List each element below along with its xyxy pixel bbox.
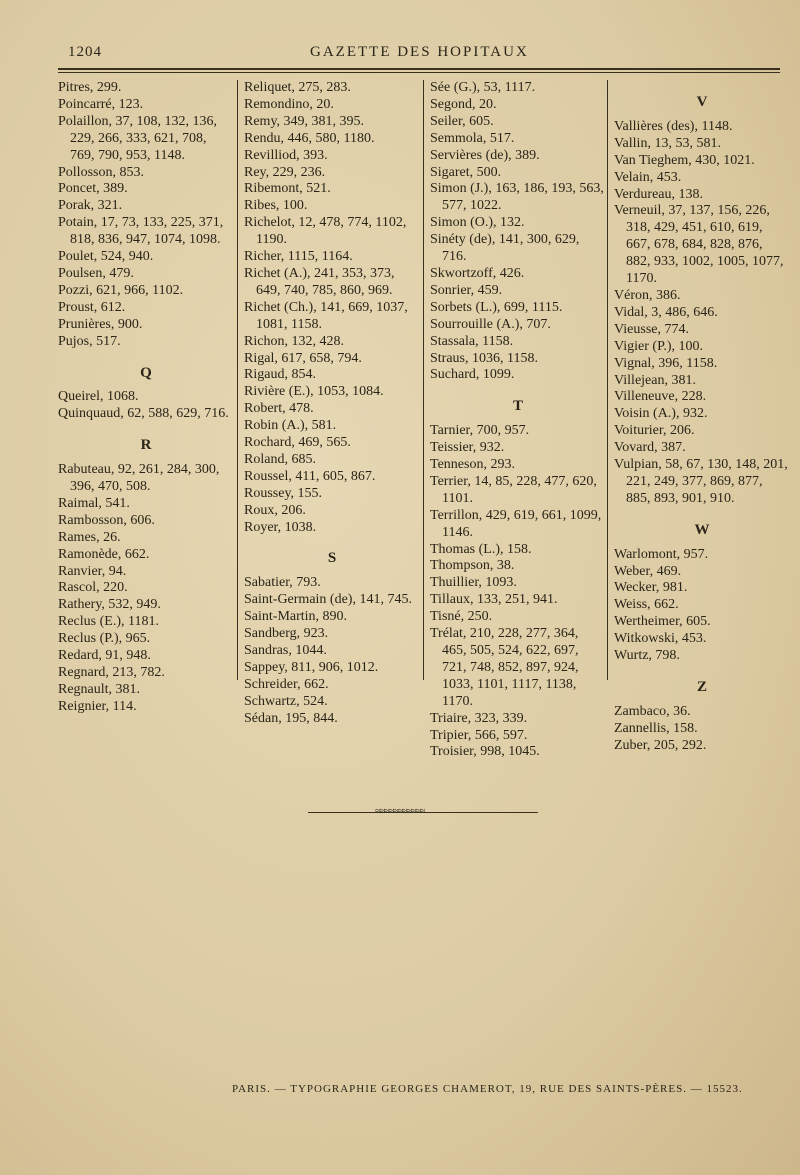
index-entry: Sandberg, 923. — [244, 626, 329, 642]
index-entry: Porak, 321. — [58, 198, 123, 214]
index-entry: Sabatier, 793. — [244, 575, 321, 591]
index-entry: Sédan, 195, 844. — [244, 710, 338, 726]
index-entry: Vignal, 396, 1158. — [614, 355, 718, 371]
index-entry: Vieusse, 774. — [614, 321, 689, 337]
index-entry: Vallin, 13, 53, 581. — [614, 135, 721, 151]
index-entry: Richer, 1115, 1164. — [244, 249, 353, 265]
section-letter: S — [327, 550, 337, 567]
index-entry: Voisin (A.), 932. — [614, 406, 708, 422]
index-entry: Triaire, 323, 339. — [430, 710, 528, 726]
section-letter: Q — [140, 364, 152, 381]
index-entry: Poulet, 524, 940. — [58, 249, 154, 265]
index-entry: Ribemont, 521. — [244, 181, 331, 197]
index-entry: Vulpian, 58, 67, 130, 148, 201, 221, 249, 377, 869, 877, 885, 893, 901, 910. — [614, 457, 788, 506]
section-letter: Z — [696, 679, 707, 695]
index-entry: Prunières, 900. — [58, 316, 143, 332]
index-entry: Zannellis, 158. — [614, 720, 698, 736]
index-entry: Thompson, 38. — [430, 558, 515, 574]
index-entry: Quinquaud, 62, 588, 629, 716. — [58, 406, 229, 422]
index-entry: Ribes, 100. — [244, 198, 308, 214]
index-entry: Witkowski, 453. — [614, 631, 707, 647]
index-entry: Simon (J.), 163, 186, 193, 563, 577, 1022. — [430, 181, 604, 214]
index-entry: Straus, 1036, 1158. — [430, 350, 538, 366]
index-entry: Terrier, 14, 85, 228, 477, 620, 1101. — [430, 473, 597, 506]
index-entry: Wurtz, 798. — [614, 648, 680, 664]
index-entry: Stassala, 1158. — [430, 333, 514, 349]
index-entry: Rascol, 220. — [58, 580, 128, 596]
index-entry: Poincarré, 123. — [58, 96, 144, 112]
index-entry: Tarnier, 700, 957. — [430, 423, 530, 439]
index-entry: Richelot, 12, 478, 774, 1102, 1190. — [244, 215, 407, 248]
page-number: 1204 — [68, 44, 102, 60]
index-entry: Rambosson, 606. — [58, 512, 155, 528]
index-entry: Verdureau, 138. — [614, 186, 704, 202]
index-entry: Roussel, 411, 605, 867. — [244, 468, 376, 484]
index-entry: Rivière (E.), 1053, 1084. — [244, 384, 384, 400]
index-entry: Rigal, 617, 658, 794. — [244, 350, 362, 366]
index-entry: Vallières (des), 1148. — [614, 118, 733, 134]
index-entry: Poulsen, 479. — [58, 265, 134, 281]
index-entry: Seiler, 605. — [430, 113, 494, 129]
section-letter: R — [140, 437, 152, 454]
index-entry: Tillaux, 133, 251, 941. — [430, 592, 558, 608]
index-entry: Weiss, 662. — [614, 597, 679, 613]
index-entry: Robin (A.), 581. — [244, 418, 337, 434]
ornament-icon: ≈≈≈≈≈≈≈≈≈≈≈ — [375, 806, 425, 817]
index-entry: Skwortzoff, 426. — [430, 265, 525, 281]
index-entry: Velain, 453. — [614, 169, 682, 185]
index-entry: Tisné, 250. — [430, 609, 493, 625]
running-head-title: GAZETTE DES HOPITAUX — [310, 44, 529, 60]
index-entry: Royer, 1038. — [244, 519, 317, 535]
index-entry: Verneuil, 37, 137, 156, 226, 318, 429, 451, 610, 619, 667, 678, 684, 828, 876, 882, 933, 1002, 1005, 1077, 1170. — [614, 203, 784, 287]
section-letter: W — [694, 521, 710, 538]
index-entry: Richet (A.), 241, 353, 373, 649, 740, 785, 860, 969. — [244, 265, 395, 298]
index-column-2 — [244, 80, 420, 726]
index-entry: Schwartz, 524. — [244, 693, 328, 709]
printer-imprint: PARIS. — TYPOGRAPHIE GEORGES CHAMEROT, 19, RUE DES SAINTS-PÈRES. — 15523. — [232, 1083, 743, 1095]
index-entry: Vovard, 387. — [614, 440, 686, 456]
index-entry: Rochard, 469, 565. — [244, 435, 351, 451]
index-entry: Poncet, 389. — [58, 181, 128, 197]
index-entry: Semmola, 517. — [430, 130, 515, 146]
index-entry: Pollosson, 853. — [58, 164, 144, 180]
index-entry: Thomas (L.), 158. — [430, 541, 532, 557]
section-letter: V — [696, 94, 708, 110]
index-entry: Zuber, 205, 292. — [614, 737, 707, 753]
index-entry: Rames, 26. — [58, 529, 121, 545]
index-entry: Van Tieghem, 430, 1021. — [614, 152, 755, 168]
index-entry: Remondino, 20. — [244, 96, 334, 112]
index-entry: Roussey, 155. — [244, 485, 323, 501]
index-entry: Revilliod, 393. — [244, 147, 328, 163]
index-entry: Tenneson, 293. — [430, 457, 515, 473]
header-rule — [58, 68, 780, 70]
index-entry: Potain, 17, 73, 133, 225, 371, 818, 836, 947, 1074, 1098. — [58, 215, 224, 248]
index-entry: Roux, 206. — [244, 502, 306, 518]
index-entry: Proust, 612. — [58, 299, 126, 315]
index-entry: Simon (O.), 132. — [430, 215, 525, 231]
index-entry: Vidal, 3, 486, 646. — [614, 304, 718, 320]
index-entry: Ramonède, 662. — [58, 546, 150, 562]
index-entry: Weber, 469. — [614, 563, 682, 579]
index-entry: Voiturier, 206. — [614, 423, 695, 439]
index-entry: Rigaud, 854. — [244, 367, 316, 383]
index-entry: Regnard, 213, 782. — [58, 665, 165, 680]
index-entry: Rathery, 532, 949. — [58, 597, 161, 613]
index-entry: Pitres, 299. — [58, 80, 122, 95]
index-column-4 — [614, 80, 790, 753]
index-entry: Villeneuve, 228. — [614, 389, 707, 405]
index-entry: Sappey, 811, 906, 1012. — [244, 659, 379, 675]
index-entry: Troisier, 998, 1045. — [430, 744, 540, 760]
index-entry: Teissier, 932. — [430, 440, 505, 456]
index-entry: Reignier, 114. — [58, 698, 137, 714]
index-entry: Rabuteau, 92, 261, 284, 300, 396, 470, 508. — [58, 462, 220, 495]
header-rule-thin — [58, 72, 780, 73]
index-entry: Reclus (E.), 1181. — [58, 614, 159, 630]
index-column-1 — [58, 80, 234, 714]
index-entry: Tripier, 566, 597. — [430, 727, 528, 743]
index-entry: Thuillier, 1093. — [430, 575, 517, 591]
index-entry: Suchard, 1099. — [430, 367, 515, 383]
index-entry: Sandras, 1044. — [244, 643, 327, 658]
index-entry: Zambaco, 36. — [614, 703, 691, 719]
index-entry: Remy, 349, 381, 395. — [244, 113, 365, 129]
column-divider — [607, 80, 608, 680]
section-letter: T — [512, 398, 523, 415]
index-entry: Vigier (P.), 100. — [614, 338, 703, 354]
index-entry: Reliquet, 275, 283. — [244, 80, 351, 95]
index-entry: Roland, 685. — [244, 451, 316, 467]
index-entry: Richon, 132, 428. — [244, 333, 344, 349]
index-entry: Wecker, 981. — [614, 580, 688, 596]
index-entry: Richet (Ch.), 141, 669, 1037, 1081, 1158. — [244, 299, 408, 332]
index-entry: Rendu, 446, 580, 1180. — [244, 130, 375, 146]
index-entry: Queirel, 1068. — [58, 389, 139, 405]
index-entry: Pozzi, 621, 966, 1102. — [58, 282, 184, 298]
index-entry: Ranvier, 94. — [58, 563, 127, 579]
index-entry: Sinéty (de), 141, 300, 629, 716. — [430, 232, 580, 265]
index-entry: Sourrouille (A.), 707. — [430, 316, 551, 332]
index-entry: Pujos, 517. — [58, 333, 121, 349]
index-entry: Wertheimer, 605. — [614, 614, 711, 630]
index-entry: Reclus (P.), 965. — [58, 631, 151, 647]
index-entry: Schreider, 662. — [244, 676, 329, 692]
index-column-3 — [430, 80, 606, 760]
index-entry: Sonrier, 459. — [430, 282, 503, 298]
index-entry: Rey, 229, 236. — [244, 164, 326, 180]
index-entry: Saint-Martin, 890. — [244, 609, 348, 625]
column-divider — [423, 80, 424, 680]
index-entry: Sée (G.), 53, 1117. — [430, 80, 536, 95]
index-entry: Warlomont, 957. — [614, 546, 709, 562]
index-entry: Segond, 20. — [430, 96, 497, 112]
index-entry: Regnault, 381. — [58, 681, 141, 697]
column-divider — [237, 80, 238, 680]
index-entry: Saint-Germain (de), 141, 745. — [244, 592, 412, 608]
index-entry: Raimal, 541. — [58, 495, 130, 511]
index-entry: Redard, 91, 948. — [58, 648, 151, 664]
index-entry: Servières (de), 389. — [430, 147, 540, 163]
index-entry: Véron, 386. — [614, 287, 681, 303]
index-entry: Sorbets (L.), 699, 1115. — [430, 299, 563, 315]
index-entry: Sigaret, 500. — [430, 164, 502, 180]
index-entry: Polaillon, 37, 108, 132, 136, 229, 266, 333, 621, 708, 769, 790, 953, 1148. — [58, 113, 218, 163]
index-entry: Trélat, 210, 228, 277, 364, 465, 505, 524, 622, 697, 721, 748, 852, 897, 924, 1033, 1101, 1117, 1138, 1170. — [430, 626, 579, 709]
index-entry: Villejean, 381. — [614, 372, 696, 388]
index-entry: Robert, 478. — [244, 401, 314, 417]
index-entry: Terrillon, 429, 619, 661, 1099, 1146. — [430, 507, 602, 540]
